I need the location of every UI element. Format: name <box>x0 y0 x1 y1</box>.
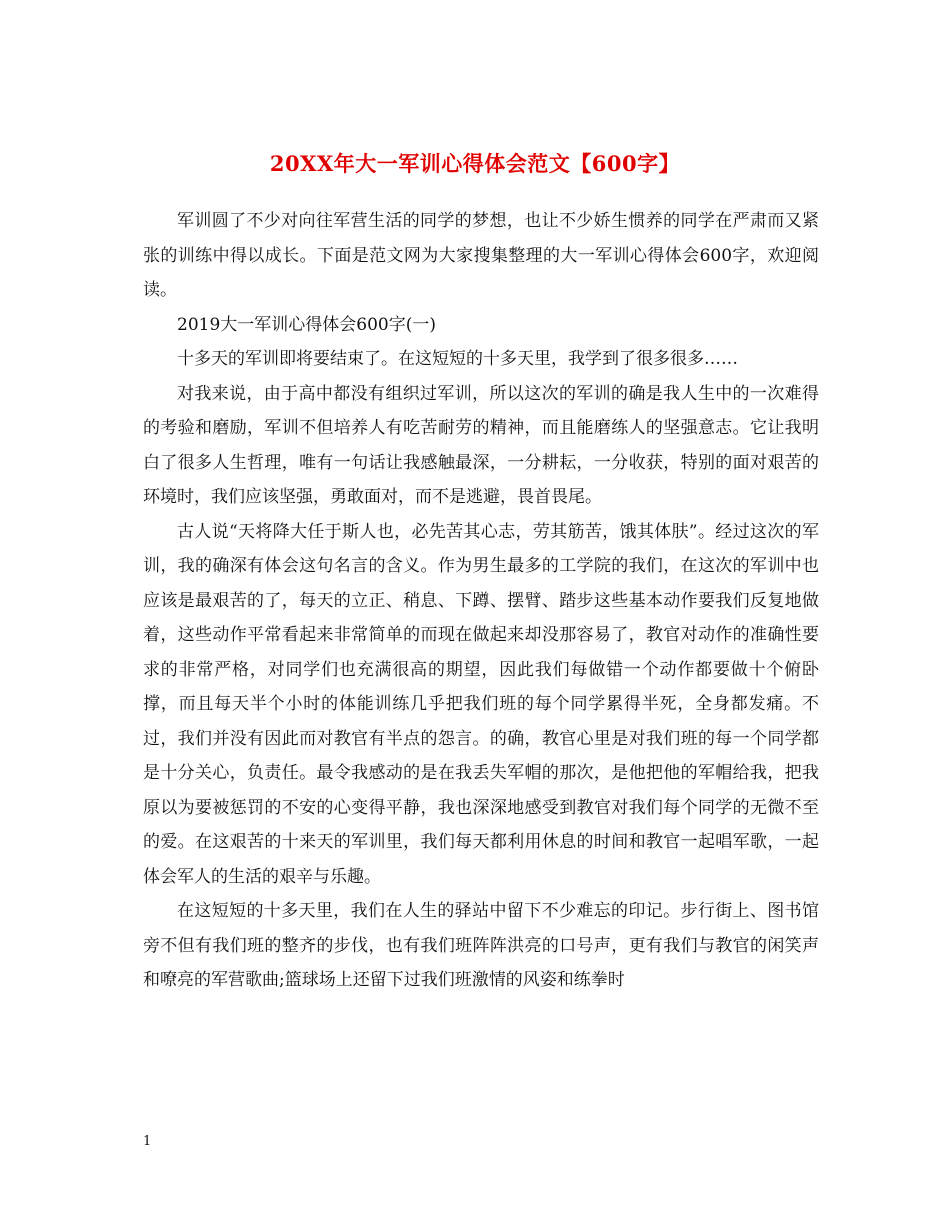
document-body <box>143 204 819 998</box>
document-title: 20XX年大一军训心得体会范文【600字】 <box>269 151 681 177</box>
body-paragraph: 在这短短的十多天里，我们在人生的驿站中留下不少难忘的印记。步行街上、图书馆旁不但有我们班的整齐的步伐，也有我们班阵阵洪亮的口号声，更有我们与教官的闲笑声和嘹亮的军营歌曲;篮球场上还留下过我们班激情的风姿和练拳时 <box>143 901 819 990</box>
body-paragraph: 古人说“天将降大任于斯人也，必先苦其心志，劳其筋苦，饿其体肤”。经过这次的军训，我的确深有体会这句名言的含义。作为男生最多的工学院的我们，在这次的军训中也应该是最艰苦的了，每天的立正、稍息、下蹲、摆臂、踏步这些基本动作要我们反复地做着，这些动作平常看起来非常简单的而现在做起来却没那容易了，教官对动作的准确性要求的非常严格，对同学们也充满很高的期望，因此我们每做错一个动作都要做十个俯卧撑，而且每天半个小时的体能训练几乎把我们班的每个同学累得半死，全身都发痛。不过，我们并没有因此而对教官有半点的怨言。的确，教官心里是对我们班的每一个同学都是十分关心，负责任。最令我感动的是在我丢失军帽的那次，是他把他的军帽给我，把我原以为要被惩罚的不安的心变得平静，我也深深地感受到教官对我们每个同学的无微不至的爱。在这艰苦的十来天的军训里，我们每天都利用休息的时间和教官一起唱军歌，一起体会军人的生活的艰辛与乐趣。 <box>143 521 819 887</box>
body-paragraph: 十多天的军训即将要结束了。在这短短的十多天里，我学到了很多很多…… <box>177 349 738 369</box>
intro-paragraph: 军训圆了不少对向往军营生活的同学的梦想，也让不少娇生惯养的同学在严肃而又紧张的训练中得以成长。下面是范文网为大家搜集整理的大一军训心得体会600字，欢迎阅读。 <box>143 211 819 300</box>
page-number: 1 <box>143 1134 152 1149</box>
section-heading: 2019大一军训心得体会600字(一) <box>177 314 436 335</box>
body-paragraph: 对我来说，由于高中都没有组织过军训，所以这次的军训的确是我人生中的一次难得的考验和磨励，军训不但培养人有吃苦耐劳的精神，而且能磨练人的坚强意志。它让我明白了很多人生哲理，唯有一句话让我感触最深，一分耕耘，一分收获，特别的面对艰苦的环境时，我们应该坚强，勇敢面对，而不是逃避，畏首畏尾。 <box>143 383 819 507</box>
